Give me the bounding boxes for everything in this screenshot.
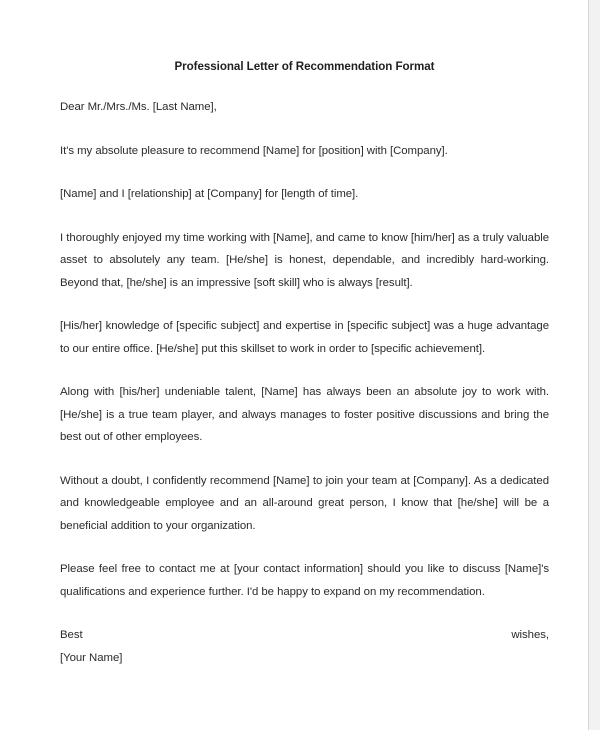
letter-title: Professional Letter of Recommendation Format	[174, 60, 435, 73]
paragraph-knowledge: [His/her] knowledge of [specific subject] and expertise in [specific subject] was a huge advantage to our entire office. [He/she] put this skillset to work in order to [specific achievement].	[60, 320, 549, 355]
paragraph-relationship: [Name] and I [relationship] at [Company] for [length of time].	[60, 188, 359, 200]
closing-line	[60, 624, 549, 647]
paragraph-teamwork: Along with [his/her] undeniable talent, [Name] has always been an absolute joy to work with. [He/she] is a true team player, and always manages to foster positive discussions and bring the best out of other employees.	[60, 386, 549, 443]
paragraph-qualities: I thoroughly enjoyed my time working with [Name], and came to know [him/her] as a truly valuable asset to absolutely any team. [He/she] is honest, dependable, and incredibly hard-working. Beyond that, [he/she] is an impressive [soft skill] who is always [result].	[60, 231, 549, 289]
paragraph-intro: It's my absolute pleasure to recommend [Name] for [position] with [Company].	[60, 144, 448, 157]
salutation: Dear Mr./Mrs./Ms. [Last Name],	[60, 101, 217, 113]
paragraph-recommendation: Without a doubt, I confidently recommend [Name] to join your team at [Company]. As a dedicated and knowledgeable employee and an all-around great person, I know that [he/she] will be a beneficial addition to your organization.	[60, 474, 549, 532]
letter-body	[60, 59, 549, 669]
closing-left: Best	[60, 629, 83, 641]
closing-right: wishes,	[511, 629, 549, 641]
paragraph-contact: Please feel free to contact me at [your contact information] should you like to discuss [Name]'s qualifications and experience further. I'd be happy to expand on my recommendation.	[60, 563, 549, 598]
signature-name: [Your Name]	[60, 651, 123, 664]
